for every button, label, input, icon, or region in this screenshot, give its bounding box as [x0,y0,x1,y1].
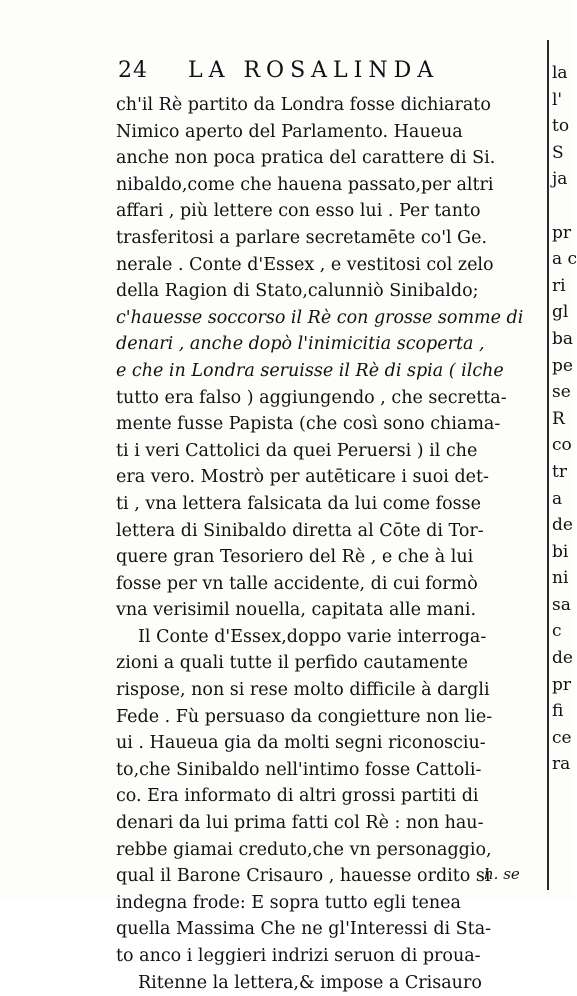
text-line: Fede . Fù persuaso da congietture non lie- [116,706,493,727]
facing-page-fragment: bi [552,541,569,562]
text-line: Il Conte d'Essex,doppo varie interroga- [138,626,487,647]
facing-page-fragment: la [552,63,568,83]
facing-page-fragment: de [552,515,573,536]
facing-page-edge [552,60,577,860]
text-line: mente fusse Papista (che così sono chiama- [116,414,501,435]
text-line: nibaldo,come che hauena passato,per altri [116,174,494,195]
text-line: anche non poca pratica del carattere di Si. [116,148,496,169]
facing-page-fragment: ra [552,754,571,775]
facing-page-fragment: pr [552,674,572,695]
text-line: c'hauesse soccorso il Rè con grosse somme di [116,307,524,328]
page-header [118,58,538,90]
facing-page-fragment: gl [552,302,569,323]
text-line: vna verisimil nouella, capitata alle mani. [116,600,477,621]
text-line: ch'il Rè partito da Londra fosse dichiarato [116,95,491,115]
text-line: nerale . Conte d'Essex , e vestitosi col zelo [116,254,494,275]
facing-page-fragment: R [552,408,565,429]
text-line: co. Era informato di altri grossi partiti di [116,786,479,807]
text-line: era vero. Mostrò per autēticare i suoi det- [116,467,489,488]
facing-page-fragment: c [552,621,562,642]
text-line: denari da lui prima fatti col Rè : non hau- [116,813,484,834]
text-line: quere gran Tesoriero del Rè , e che à lui [116,547,474,568]
text-line: fosse per vn talle accidente, di cui formò [116,573,478,594]
text-line: trasferitosi a parlare secretamēte co'l Ge. [116,227,488,248]
text-line: zioni a quali tutte il perfido cautamente [116,653,468,674]
facing-page-fragment: de [552,648,573,669]
facing-page-fragment: ja [552,169,568,190]
text-line: affari , più lettere con esso lui . Per tanto [116,201,481,222]
facing-page-fragment: co [552,435,572,456]
running-title: LA ROSALINDA [188,58,440,83]
text-line: Nimico aperto del Parlamento. Haueua [116,121,463,142]
facing-page-fragment [552,193,573,220]
text-line: rispose, non si rese molto difficile à dargli [116,680,490,701]
text-line: ui . Haueua gia da molti segni riconosciu- [116,733,486,754]
text-line: Ritenne la lettera,& impose a Crisauro [138,972,482,993]
text-line: lettera di Sinibaldo diretta al Cōte di Tor- [116,520,484,541]
facing-page-fragment: sa [552,594,571,615]
facing-page-fragment: pe [552,355,573,376]
facing-page-fragment: ri [552,275,566,296]
text-line: to anco i leggieri indrizi seruon di proua- [116,946,481,966]
catchword: h. se [484,865,520,883]
gutter-divider [547,40,549,890]
text-line: tutto era falso ) aggiungendo , che secretta- [116,387,507,408]
text-line: qual il Barone Crisauro , hauesse ordito si [116,866,491,887]
text-line: della Ragion di Stato,calunniò Sinibaldo; [116,281,479,302]
body-text [116,92,541,996]
text-line: rebbe giamai creduto,che vn personaggio, [116,839,492,860]
facing-page-fragment: a [552,488,563,509]
facing-page-fragment: ba [552,328,574,349]
text-line: e che in Londra seruisse il Rè di spia ( ilche [116,360,504,381]
facing-page-fragment: a c [552,249,577,270]
facing-page-fragment: to [552,116,570,137]
facing-page-fragment: l' [552,89,563,110]
facing-page-fragment: tr [552,461,567,482]
text-line: indegna frode: E sopra tutto egli tenea [116,892,461,913]
text-line: ti i veri Cattolici da quei Peruersi ) il che [116,440,478,461]
facing-page-fragment: pr [552,222,572,243]
facing-page-fragment: S [552,142,564,163]
facing-page-fragment: ce [552,727,572,748]
page-number: 24 [118,58,148,83]
text-line: ti , vna lettera falsicata da lui come fosse [116,493,481,514]
text-line: denari , anche dopò l'inimicitia scoperta , [116,334,485,355]
text-line: to,che Sinibaldo nell'intimo fosse Cattoli- [116,759,482,780]
facing-page-fragment: ni [552,568,569,589]
facing-page-fragment: fi [552,701,564,722]
text-line: quella Massima Che ne gl'Interessi di Sta- [116,919,492,940]
facing-page-fragment: se [552,382,571,403]
